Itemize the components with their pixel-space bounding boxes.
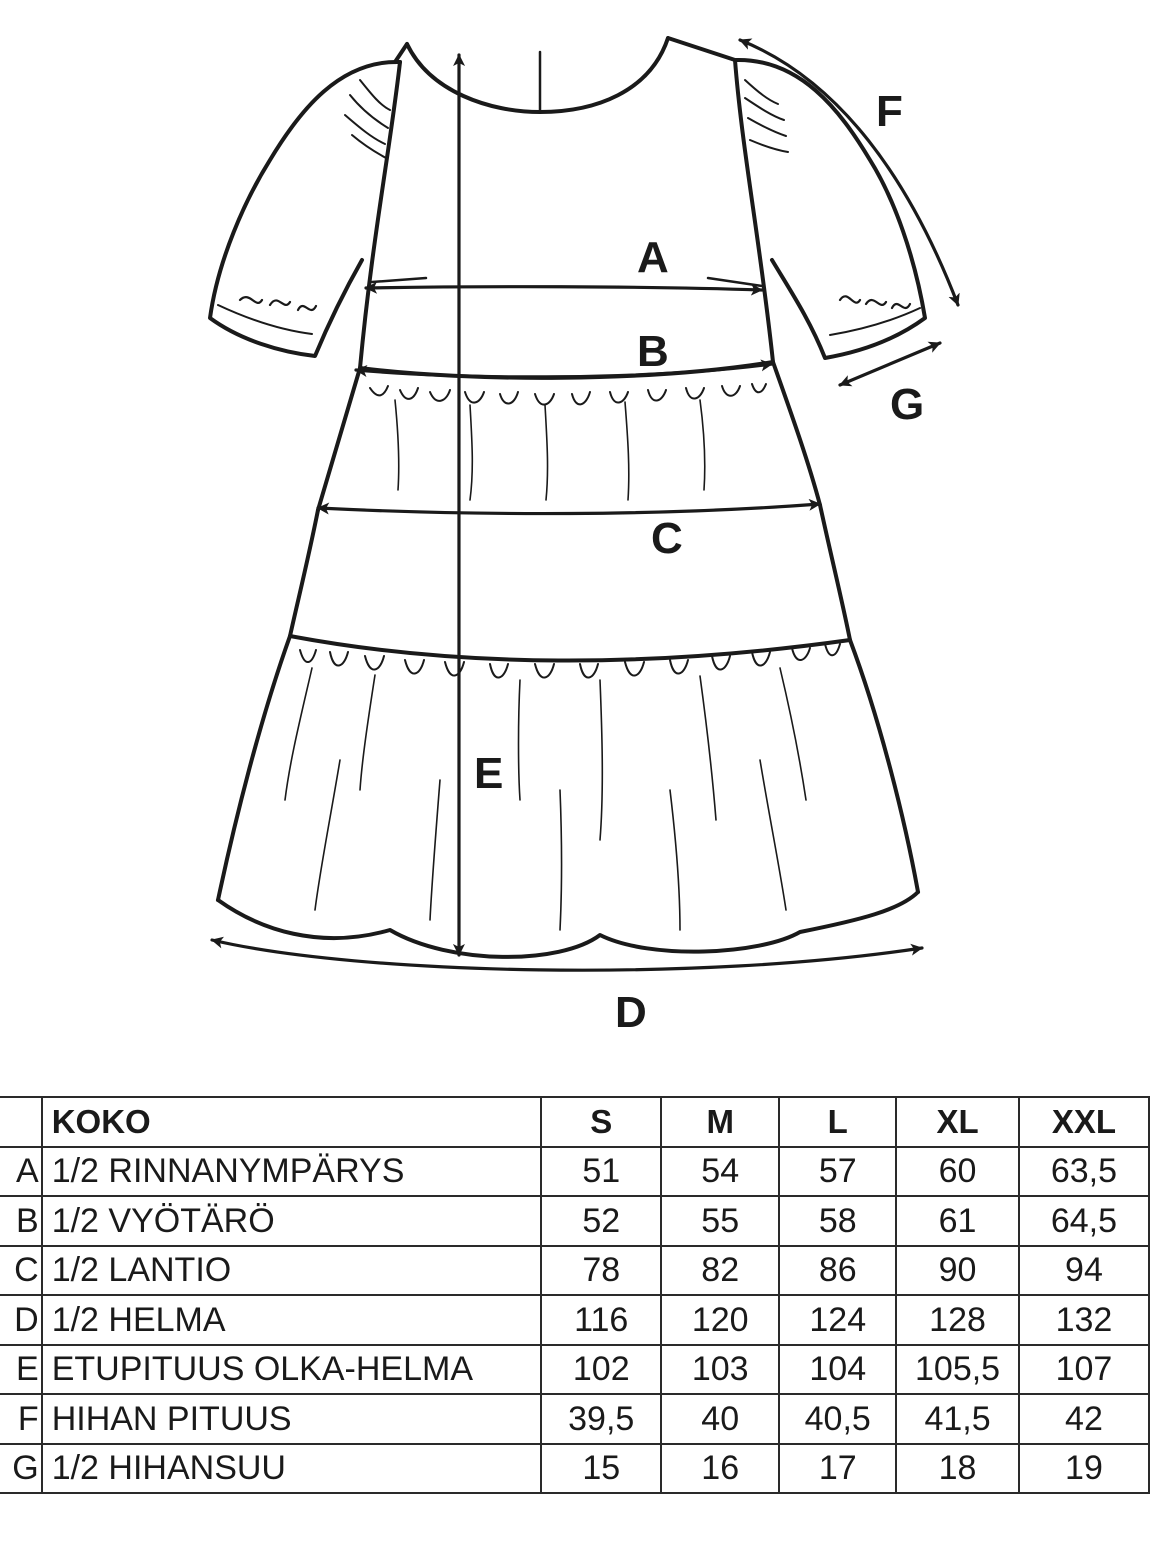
row-code: C	[0, 1246, 42, 1296]
row-code: G	[0, 1444, 42, 1494]
cell-value: 54	[661, 1147, 779, 1197]
cell-value: 82	[661, 1246, 779, 1296]
cell-value: 128	[896, 1295, 1019, 1345]
cell-value: 107	[1019, 1345, 1149, 1395]
row-name: 1/2 LANTIO	[42, 1246, 542, 1296]
table-row	[0, 1444, 1149, 1494]
header-size-l: L	[779, 1097, 896, 1147]
cell-value: 40,5	[779, 1394, 896, 1444]
row-name: 1/2 HELMA	[42, 1295, 542, 1345]
header-code-cell	[0, 1097, 42, 1147]
arrow-a-chest	[366, 287, 762, 290]
arrow-c-hip	[318, 504, 820, 514]
cell-value: 64,5	[1019, 1196, 1149, 1246]
cell-value: 57	[779, 1147, 896, 1197]
label-e: E	[474, 749, 504, 798]
cell-value: 90	[896, 1246, 1019, 1296]
cell-value: 40	[661, 1394, 779, 1444]
cell-value: 104	[779, 1345, 896, 1395]
cell-value: 15	[541, 1444, 661, 1494]
label-c: C	[651, 514, 683, 563]
cell-value: 51	[541, 1147, 661, 1197]
row-name: 1/2 HIHANSUU	[42, 1444, 542, 1494]
cell-value: 94	[1019, 1246, 1149, 1296]
measurement-arrows	[212, 40, 958, 970]
size-chart-table	[0, 1096, 1150, 1494]
cell-value: 120	[661, 1295, 779, 1345]
table-row	[0, 1345, 1149, 1395]
header-size-xxl: XXL	[1019, 1097, 1149, 1147]
label-b: B	[637, 327, 669, 376]
label-f: F	[876, 87, 903, 136]
row-name: HIHAN PITUUS	[42, 1394, 542, 1444]
header-size-m: M	[661, 1097, 779, 1147]
bodice-outline	[360, 38, 773, 378]
label-g: G	[890, 380, 925, 429]
cell-value: 19	[1019, 1444, 1149, 1494]
header-koko: KOKO	[42, 1097, 542, 1147]
cell-value: 55	[661, 1196, 779, 1246]
table-row	[0, 1196, 1149, 1246]
cell-value: 116	[541, 1295, 661, 1345]
arrow-e-length	[459, 55, 460, 955]
cell-value: 18	[896, 1444, 1019, 1494]
cell-value: 41,5	[896, 1394, 1019, 1444]
arrow-f-sleeve	[740, 40, 958, 305]
cell-value: 58	[779, 1196, 896, 1246]
skirt-tier-1	[318, 362, 820, 510]
row-name: 1/2 VYÖTÄRÖ	[42, 1196, 542, 1246]
skirt-tier-2	[290, 505, 850, 661]
table-row	[0, 1295, 1149, 1345]
row-name: ETUPITUUS OLKA-HELMA	[42, 1345, 542, 1395]
table-row	[0, 1147, 1149, 1197]
label-d: D	[615, 988, 647, 1037]
header-size-xl: XL	[896, 1097, 1019, 1147]
table-header-row	[0, 1097, 1149, 1147]
table-row	[0, 1246, 1149, 1296]
cell-value: 105,5	[896, 1345, 1019, 1395]
cell-value: 17	[779, 1444, 896, 1494]
table-row	[0, 1394, 1149, 1444]
cell-value: 16	[661, 1444, 779, 1494]
skirt-tier-3	[218, 636, 918, 957]
arrow-d-hem	[212, 940, 922, 970]
row-code: A	[0, 1147, 42, 1197]
header-size-s: S	[541, 1097, 661, 1147]
row-code: E	[0, 1345, 42, 1395]
row-code: D	[0, 1295, 42, 1345]
row-name: 1/2 RINNANYMPÄRYS	[42, 1147, 542, 1197]
cell-value: 39,5	[541, 1394, 661, 1444]
cell-value: 42	[1019, 1394, 1149, 1444]
cell-value: 102	[541, 1345, 661, 1395]
cell-value: 124	[779, 1295, 896, 1345]
cell-value: 61	[896, 1196, 1019, 1246]
arrow-b-waist	[356, 364, 772, 377]
cell-value: 103	[661, 1345, 779, 1395]
row-code: B	[0, 1196, 42, 1246]
cell-value: 52	[541, 1196, 661, 1246]
label-a: A	[637, 233, 669, 282]
cell-value: 86	[779, 1246, 896, 1296]
cell-value: 78	[541, 1246, 661, 1296]
cell-value: 60	[896, 1147, 1019, 1197]
row-code: F	[0, 1394, 42, 1444]
cell-value: 63,5	[1019, 1147, 1149, 1197]
left-sleeve	[210, 62, 400, 356]
cell-value: 132	[1019, 1295, 1149, 1345]
